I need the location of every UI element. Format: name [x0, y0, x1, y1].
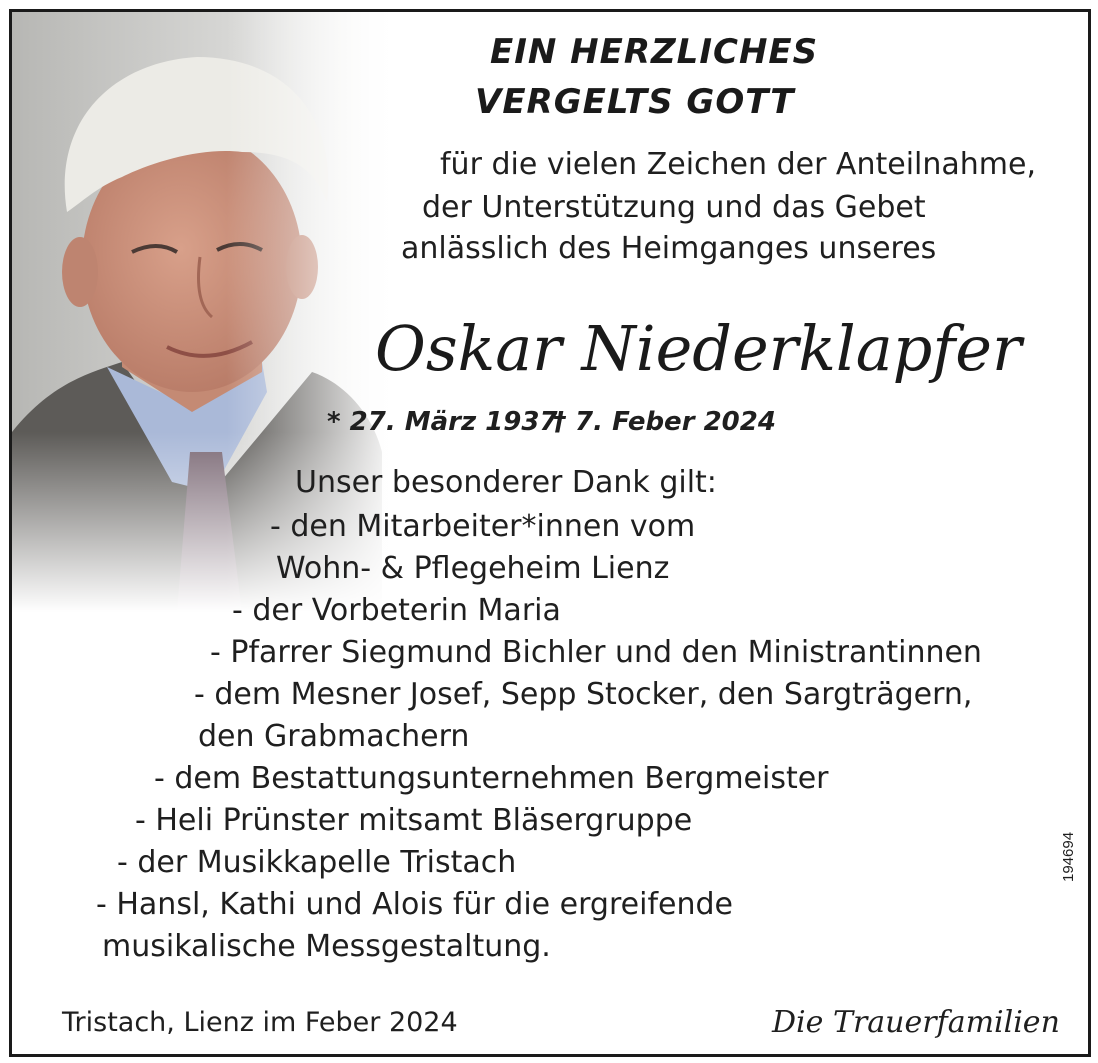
intro-line: anlässlich des Heimganges unseres	[401, 231, 937, 266]
thanks-title: Unser besonderer Dank gilt:	[295, 465, 717, 500]
thanks-line: den Grabmachern	[198, 719, 470, 754]
thanks-line: - Hansl, Kathi und Alois für die ergreifende	[96, 887, 733, 922]
thanks-line: - der Musikkapelle Tristach	[117, 845, 517, 880]
thanks-line: - Heli Prünster mitsamt Bläsergruppe	[135, 803, 693, 838]
thanks-line: - den Mitarbeiter*innen vom	[270, 509, 696, 544]
reference-number: 194694	[1060, 831, 1077, 882]
signature: Die Trauerfamilien	[772, 1005, 1060, 1040]
heading-line-2: VERGELTS GOTT	[475, 82, 795, 122]
death-date: † 7. Feber 2024	[553, 407, 776, 437]
thanks-line: - der Vorbeterin Maria	[232, 593, 561, 628]
thanks-line: - dem Bestattungsunternehmen Bergmeister	[154, 761, 829, 796]
heading-line-1: EIN HERZLICHES	[490, 32, 819, 72]
thanks-line: Wohn- & Pflegeheim Lienz	[276, 551, 670, 586]
intro-line: für die vielen Zeichen der Anteilnahme,	[440, 147, 1036, 182]
thanks-line: - Pfarrer Siegmund Bichler und den Ministrantinnen	[210, 635, 982, 670]
intro-line: der Unterstützung und das Gebet	[422, 190, 926, 225]
place-date: Tristach, Lienz im Feber 2024	[62, 1007, 458, 1038]
obituary-card	[9, 9, 1091, 1057]
thanks-line: - dem Mesner Josef, Sepp Stocker, den Sargträgern,	[194, 677, 973, 712]
thanks-line: musikalische Messgestaltung.	[102, 929, 551, 964]
birth-date: * 27. März 1937	[327, 407, 558, 437]
deceased-name: Oskar Niederklapfer	[375, 312, 1022, 385]
